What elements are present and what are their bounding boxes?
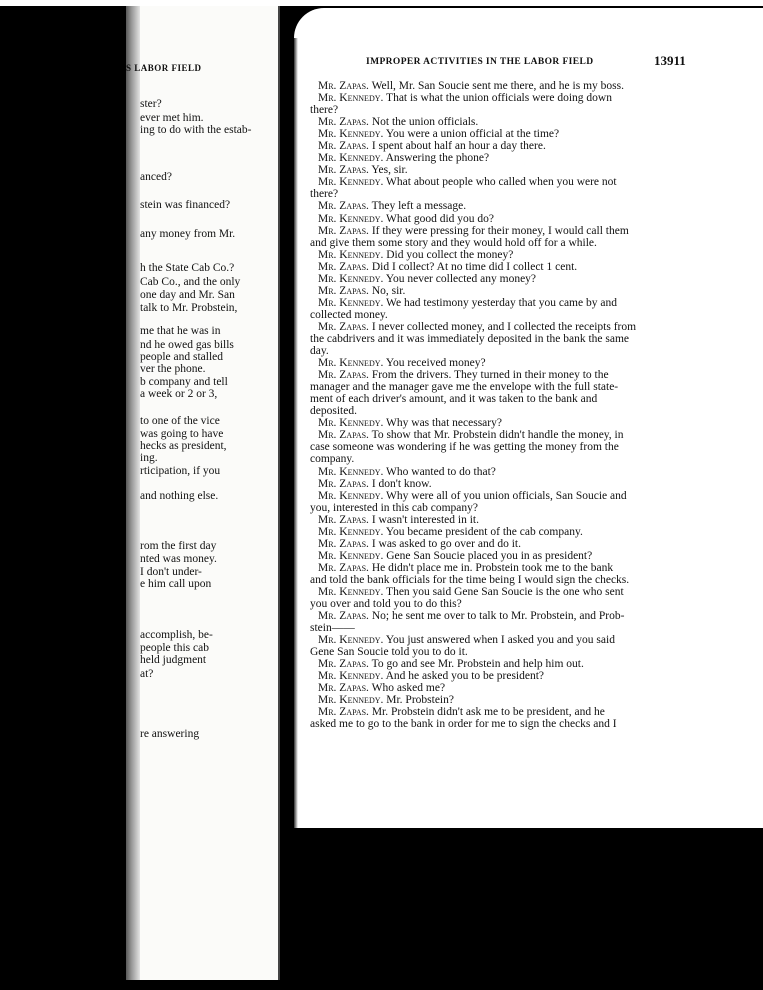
transcript-line bbox=[310, 357, 700, 369]
transcript-line bbox=[310, 92, 700, 104]
left-fragment-line: rticipation, if you bbox=[140, 465, 221, 477]
transcript-line bbox=[310, 188, 700, 200]
transcript-line bbox=[310, 610, 700, 622]
transcript-line bbox=[310, 417, 700, 429]
transcript-line bbox=[310, 466, 700, 478]
line-text: Did you collect the money? bbox=[383, 248, 514, 261]
line-text: No; he sent me over to talk to Mr. Probstein, and Prob- bbox=[368, 610, 625, 623]
speaker-name: Mr. Kennedy. bbox=[318, 176, 384, 189]
transcript-line bbox=[310, 586, 700, 598]
speaker-name: Mr. Zapas. bbox=[318, 429, 369, 442]
line-text: You received money? bbox=[383, 357, 486, 370]
right-page bbox=[294, 8, 763, 828]
line-text: Not the union officials. bbox=[368, 116, 479, 129]
line-text: That is what the union officials were doing down bbox=[383, 92, 612, 105]
speaker-name: Mr. Kennedy. bbox=[318, 694, 384, 707]
line-text: and told the bank officials for the time being I would sign the checks. bbox=[310, 573, 630, 586]
speaker-name: Mr. Zapas. bbox=[318, 200, 369, 213]
transcript-line bbox=[310, 622, 700, 634]
transcript-line bbox=[310, 682, 700, 694]
speaker-name: Mr. Zapas. bbox=[318, 477, 369, 490]
speaker-name: Mr. Kennedy. bbox=[318, 272, 384, 285]
speaker-name: Mr. Kennedy. bbox=[318, 670, 384, 683]
line-text: the cabdrivers and it was immediately deposited in the bank the same bbox=[310, 332, 630, 345]
left-fragment-line: Cab Co., and the only bbox=[140, 276, 241, 288]
line-text: day. bbox=[310, 345, 329, 358]
transcript-line bbox=[310, 116, 700, 128]
left-running-head: S LABOR FIELD bbox=[126, 63, 202, 73]
line-text: there? bbox=[310, 104, 339, 117]
speaker-name: Mr. Zapas. bbox=[318, 260, 369, 273]
transcript-line bbox=[310, 104, 700, 116]
transcript-line bbox=[310, 393, 700, 405]
transcript-line bbox=[310, 514, 700, 526]
speaker-name: Mr. Zapas. bbox=[318, 658, 369, 671]
left-fragment-line: I don't under- bbox=[140, 566, 202, 578]
line-text: Why were all of you union officials, San Soucie and bbox=[383, 489, 627, 502]
left-fragment-line: ster? bbox=[140, 98, 162, 110]
page-number: 13911 bbox=[654, 53, 686, 68]
speaker-name: Mr. Kennedy. bbox=[318, 417, 384, 430]
transcript-line bbox=[310, 429, 700, 441]
transcript-line bbox=[310, 333, 700, 345]
transcript-line bbox=[310, 562, 700, 574]
transcript-line bbox=[310, 502, 700, 514]
speaker-name: Mr. Kennedy. bbox=[318, 128, 384, 141]
line-text: ment of each driver's amount, and it was taken to the bank and bbox=[310, 393, 598, 406]
transcript-line bbox=[310, 345, 700, 357]
transcript-line bbox=[310, 213, 700, 225]
speaker-name: Mr. Zapas. bbox=[318, 537, 369, 550]
line-text: Gene San Soucie placed you in as president? bbox=[383, 549, 593, 562]
transcript-line bbox=[310, 273, 700, 285]
left-fragment-line: ever met him. bbox=[140, 112, 204, 124]
speaker-name: Mr. Zapas. bbox=[318, 224, 369, 237]
left-fragment-line: stein was financed? bbox=[140, 199, 231, 211]
transcript-line bbox=[310, 405, 700, 417]
line-text: deposited. bbox=[310, 405, 357, 418]
line-text: collected money. bbox=[310, 308, 388, 321]
speaker-name: Mr. Zapas. bbox=[318, 320, 369, 333]
left-fragment-line: any money from Mr. bbox=[140, 228, 236, 240]
left-fragment-line: hecks as president, bbox=[140, 440, 227, 452]
speaker-name: Mr. Kennedy. bbox=[318, 525, 384, 538]
transcript-line bbox=[310, 140, 700, 152]
transcript-line bbox=[310, 164, 700, 176]
speaker-name: Mr. Zapas. bbox=[318, 513, 369, 526]
transcript-line bbox=[310, 550, 700, 562]
line-text: What about people who called when you were not bbox=[383, 176, 617, 189]
speaker-name: Mr. Zapas. bbox=[318, 706, 369, 719]
transcript-line bbox=[310, 261, 700, 273]
speaker-name: Mr. Zapas. bbox=[318, 116, 369, 129]
transcript-line bbox=[310, 321, 700, 333]
left-fragment-line: ver the phone. bbox=[140, 363, 206, 375]
line-text: If they were pressing for their money, I would call them bbox=[368, 224, 629, 237]
line-text: you over and told you to do this? bbox=[310, 598, 462, 611]
line-text: They left a message. bbox=[368, 200, 467, 213]
line-text: you, interested in this cab company? bbox=[310, 501, 478, 514]
transcript-line bbox=[310, 538, 700, 550]
speaker-name: Mr. Zapas. bbox=[318, 164, 369, 177]
transcript-line bbox=[310, 128, 700, 140]
speaker-name: Mr. Zapas. bbox=[318, 561, 369, 574]
transcript-line bbox=[310, 80, 700, 92]
speaker-name: Mr. Kennedy. bbox=[318, 152, 384, 165]
left-fragment-line: and nothing else. bbox=[140, 490, 219, 502]
line-text: You just answered when I asked you and you said bbox=[383, 634, 615, 647]
transcript-line bbox=[310, 381, 700, 393]
line-text: He didn't place me in. Probstein took me to the bank bbox=[368, 561, 614, 574]
left-fragment-line: b company and tell bbox=[140, 376, 228, 388]
line-text: Who asked me? bbox=[368, 682, 446, 695]
transcript-line bbox=[310, 634, 700, 646]
speaker-name: Mr. Zapas. bbox=[318, 682, 369, 695]
transcript-body bbox=[310, 80, 700, 731]
line-text: I was asked to go over and do it. bbox=[368, 537, 521, 550]
transcript-line bbox=[310, 646, 700, 658]
speaker-name: Mr. Kennedy. bbox=[318, 296, 384, 309]
transcript-line bbox=[310, 176, 700, 188]
left-fragment-line: was going to have bbox=[140, 428, 224, 440]
left-fragment-line: nd he owed gas bills bbox=[140, 339, 234, 351]
line-text: No, sir. bbox=[368, 284, 406, 297]
line-text: From the drivers. They turned in their money to the bbox=[368, 369, 609, 382]
line-text: You became president of the cab company. bbox=[383, 525, 583, 538]
transcript-line bbox=[310, 285, 700, 297]
transcript-line bbox=[310, 718, 700, 730]
speaker-name: Mr. Zapas. bbox=[318, 80, 369, 92]
left-fragment-line: people this cab bbox=[140, 642, 209, 654]
left-fragment-line: rom the first day bbox=[140, 540, 217, 552]
transcript-line bbox=[310, 297, 700, 309]
speaker-name: Mr. Zapas. bbox=[318, 610, 369, 623]
left-fragment-line: e him call upon bbox=[140, 578, 212, 590]
line-text: there? bbox=[310, 188, 339, 201]
transcript-line bbox=[310, 598, 700, 610]
speaker-name: Mr. Kennedy. bbox=[318, 248, 384, 261]
speaker-name: Mr. Zapas. bbox=[318, 369, 369, 382]
transcript-line bbox=[310, 478, 700, 490]
left-fragment-line: people and stalled bbox=[140, 351, 224, 363]
speaker-name: Mr. Kennedy. bbox=[318, 92, 384, 105]
transcript-line bbox=[310, 200, 700, 212]
line-text: stein—— bbox=[310, 622, 355, 635]
gutter-shadow bbox=[126, 6, 140, 980]
speaker-name: Mr. Kennedy. bbox=[318, 585, 384, 598]
line-text: manager and the manager gave me the envelope with the full state- bbox=[310, 381, 619, 394]
transcript-line bbox=[310, 237, 700, 249]
left-fragment-line: one day and Mr. San bbox=[140, 289, 235, 301]
transcript-line bbox=[310, 369, 700, 381]
transcript-line bbox=[310, 309, 700, 321]
line-text: Did I collect? At no time did I collect 1 cent. bbox=[368, 260, 578, 273]
transcript-line bbox=[310, 706, 700, 718]
left-fragment-line: me that he was in bbox=[140, 325, 221, 337]
line-text: Yes, sir. bbox=[368, 164, 408, 177]
speaker-name: Mr. Zapas. bbox=[318, 284, 369, 297]
speaker-name: Mr. Kennedy. bbox=[318, 357, 384, 370]
left-fragment-line: held judgment bbox=[140, 654, 207, 666]
left-fragment-line: ing. bbox=[140, 452, 158, 464]
line-text: case someone was wondering if he was getting the money from the bbox=[310, 441, 619, 454]
line-text: and give them some story and they would hold off for a while. bbox=[310, 236, 597, 249]
line-text: To show that Mr. Probstein didn't handle the money, in bbox=[368, 429, 624, 442]
transcript-line bbox=[310, 490, 700, 502]
line-text: Gene San Soucie told you to do it. bbox=[310, 646, 468, 659]
transcript-line bbox=[310, 152, 700, 164]
speaker-name: Mr. Zapas. bbox=[318, 140, 369, 153]
line-text: And he asked you to be president? bbox=[383, 670, 545, 683]
line-text: company. bbox=[310, 453, 355, 466]
line-text: Who wanted to do that? bbox=[383, 465, 496, 478]
left-fragment-line: to one of the vice bbox=[140, 415, 220, 427]
left-fragment-line: talk to Mr. Probstein, bbox=[140, 302, 238, 314]
transcript-line bbox=[310, 526, 700, 538]
line-text: I don't know. bbox=[368, 477, 432, 490]
transcript-line bbox=[310, 453, 700, 465]
speaker-name: Mr. Kennedy. bbox=[318, 212, 384, 225]
left-fragment-line: re answering bbox=[140, 728, 200, 740]
line-text: You were a union official at the time? bbox=[383, 128, 560, 141]
line-text: What good did you do? bbox=[383, 212, 494, 225]
left-fragment-line: nted was money. bbox=[140, 553, 217, 565]
line-text: I never collected money, and I collected the receipts from bbox=[368, 320, 637, 333]
transcript-line bbox=[310, 249, 700, 261]
line-text: We had testimony yesterday that you came by and bbox=[383, 296, 617, 309]
left-fragment-line: a week or 2 or 3, bbox=[140, 388, 218, 400]
transcript-line bbox=[310, 670, 700, 682]
line-text: Then you said Gene San Soucie is the one who sent bbox=[383, 585, 624, 598]
line-text: I spent about half an hour a day there. bbox=[368, 140, 546, 153]
left-fragment-line: at? bbox=[140, 668, 154, 680]
left-page bbox=[126, 6, 280, 980]
line-text: I wasn't interested in it. bbox=[368, 513, 479, 526]
transcript-line bbox=[310, 658, 700, 670]
line-text: You never collected any money? bbox=[383, 272, 537, 285]
transcript-line bbox=[310, 441, 700, 453]
left-fragment-line: ing to do with the estab- bbox=[140, 124, 252, 136]
line-text: Mr. Probstein? bbox=[383, 694, 454, 707]
scan-top-strip bbox=[0, 0, 763, 6]
line-text: Answering the phone? bbox=[383, 152, 490, 165]
speaker-name: Mr. Kennedy. bbox=[318, 489, 384, 502]
line-text: asked me to go to the bank in order for me to sign the checks and I bbox=[310, 718, 617, 731]
speaker-name: Mr. Kennedy. bbox=[318, 549, 384, 562]
left-fragment-line: accomplish, be- bbox=[140, 629, 213, 641]
line-text: Well, Mr. San Soucie sent me there, and he is my boss. bbox=[368, 80, 624, 92]
transcript-line bbox=[310, 574, 700, 586]
left-fragment-line: anced? bbox=[140, 171, 172, 183]
speaker-name: Mr. Kennedy. bbox=[318, 465, 384, 478]
running-head: IMPROPER ACTIVITIES IN THE LABOR FIELD bbox=[366, 57, 594, 67]
transcript-line bbox=[310, 694, 700, 706]
line-text: To go and see Mr. Probstein and help him out. bbox=[368, 658, 584, 671]
page-edge-shadow bbox=[294, 38, 298, 828]
line-text: Why was that necessary? bbox=[383, 417, 502, 430]
line-text: Mr. Probstein didn't ask me to be president, and he bbox=[368, 706, 605, 719]
left-fragment-line: h the State Cab Co.? bbox=[140, 262, 235, 274]
transcript-line bbox=[310, 225, 700, 237]
speaker-name: Mr. Kennedy. bbox=[318, 634, 384, 647]
